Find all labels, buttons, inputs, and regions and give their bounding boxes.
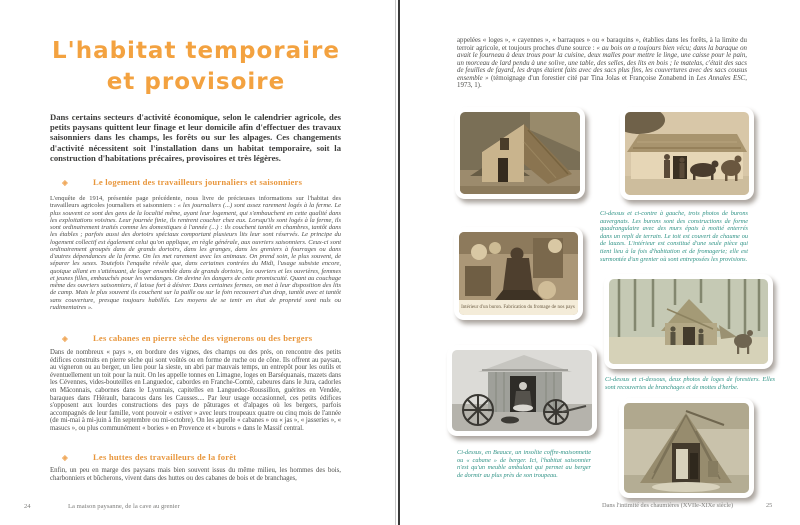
chapter-title-line1: L'habitat temporaire <box>52 38 340 64</box>
gutter-shadow <box>395 0 396 525</box>
diamond-bullet-icon: ◈ <box>62 453 68 462</box>
horse-silhouette <box>734 334 752 348</box>
cheese-round <box>489 242 501 254</box>
paragraph-lead: L'enquête de 1914, présentée page précédente, nous livre de précieuses informations sur l'habitat des travailleurs agricoles journaliers et saisonniers : <box>50 195 341 210</box>
paragraph-enquete-1914 <box>50 195 341 311</box>
section-heading-text: Les cabanes en pierre sèche des vignerons ou des bergers <box>93 333 313 343</box>
buron-interior-illustration <box>459 232 578 315</box>
person-silhouette <box>699 334 704 345</box>
foreground-haze <box>652 482 720 492</box>
right-page <box>400 0 800 525</box>
person-silhouette <box>664 160 670 178</box>
chapter-intro: Dans certains secteurs d'activité économique, selon le calendrier agricole, des petits paysans quittent leur finage et leur domicile afin d'effectuer des travaux saisonniers dans les champs, les forêts ou sur les alpages. Ces changements d'activité nécessitent soit l'installation dans un habitat temporaire, soit la construction d'habitations précaires, provisoires et très légères. <box>50 112 341 163</box>
photo-buron-interior <box>454 227 583 320</box>
person-silhouette <box>671 332 676 345</box>
page-number-right: 25 <box>766 502 773 509</box>
page-number-left: 24 <box>24 503 31 510</box>
inner-light <box>676 449 688 479</box>
caption-loges: Ci-dessus et ci-dessous, deux photos de loges de forestiers. Elles sont recouvertes de branchages et de mottes d'herbe. <box>605 376 775 391</box>
person-body <box>503 258 533 290</box>
cheese-round <box>471 244 487 260</box>
photo-cabane-berger-roues <box>447 345 597 436</box>
photo-loge-forestiers-1 <box>604 274 773 369</box>
paragraph-quote: « les journaliers (...) sont assez rarement logés à la ferme. Le plus souvent ce sont des gens de la localité même, ayant leur logement, qui s'embauchent en cette qualité dans les exploitations voisines. Leur journée finie, ils rentrent coucher chez eux. Lorsqu'ils sont logés à la ferme, ils sont ordinairement traités comme les domestiques à l'année (...) : ils couchent tantôt en chambres, tantôt dans les étables ; parfois aussi des dortoirs spéciaux comportant plusieurs lits leur sont réservés. Le principe du logement collectif est également celui qu'on applique, en règle générale, aux ouvriers saisonniers. Ceux-ci sont ordinairement groupés dans de grands dortoirs, dans les granges, dans les greniers à fourrages ou dans d'autres dépendances de la ferme. On les met rarement avec les animaux. On prend soin, le plus souvent, de séparer les sexes. Toutefois l'enquête révèle que, dans certaines contrées du Midi, l'usage subsiste encore, quoique allant en s'atténuant, de loger ensemble dans de grands dortoirs, les ouvriers et les ouvrières, femmes et jeunes filles, embauchés pour les vendanges. On devine les dangers de cette promiscuité. Quant au couchage même des ouvriers saisonniers, il laisse fort à désirer. Dans certaines fermes, on met à leur disposition des lits de camp. Mais le plus souvent ils couchent sur la paille ou sur le foin recouvert d'un drap, tantôt avec et tantôt sans couverture, presque toujours habillés. Les moyens de se tenir en état de propreté sont nuls ou rudimentaires ». <box>50 202 341 311</box>
paragraph-forestiers <box>457 37 747 90</box>
paragraph-huttes: Enfin, un peu en marge des paysans mais bien souvent issus du même milieu, les hommes des bois, charbonniers et bûcherons, vivent dans des huttes ou des cabanes de bois et de branchages, <box>50 467 341 482</box>
photo-buron-exterior-2 <box>620 107 754 200</box>
wheeled-hut-illustration <box>452 350 592 431</box>
person-silhouette <box>680 163 685 178</box>
section-heading-cabanes <box>62 333 342 343</box>
milk-tub <box>538 281 556 299</box>
caption-burons: Ci-dessus et ci-contre à gauche, trois photos de burons auvergnats. Les burons sont des constructions de forme quadrangulaire avec des murs épais à moitié enterrés dans un repli de terrain. Le toit est couvert de chaume ou de lauzes. L'intérieur est constitué d'une seule pièce qui tient lieu à la fois d'habitation et de fromagerie; elle est surmontée d'un grenier où sont entreposées les provisions. <box>600 210 748 263</box>
chapter-title <box>50 36 342 98</box>
section-heading-logement <box>62 177 342 187</box>
paragraph-citation: (témoignage d'un forestier cité par Tina Jolas et Françoise Zonabend in <box>488 74 697 82</box>
section-heading-text: Les huttes des travailleurs de la forêt <box>93 452 237 462</box>
running-title-left: La maison paysanne, de la cave au grenier <box>68 503 180 510</box>
forest-hut-illustration <box>609 279 768 364</box>
hut-window <box>500 138 509 150</box>
press-table <box>465 266 491 296</box>
paragraph-cabanes: Dans de nombreux « pays », en bordure des vignes, des champs ou des prés, on rencontre des petits édifices construits en pierre sèche qui sont voûtés ou en forme de ruche ou de cône. Ils offrent au paysan, au vigneron ou au berger, un lieu pour la sieste, un abri par mauvais temps, un entrepôt pour les outils et éventuellement un toit pour la nuit. On les appelle tonnes en Limagne, loges en Barséquanais, mazets dans les Cévennes, vides-bouteilles en Languedoc, cabordes en Franche-Comté, cabeures dans le Jura, cadorles en Mâconnais, cabornes dans le Lyonnais, capitelles en Languedoc-Roussillon, guérites en Vendée, baraques dans l'Hérault, baracous dans les Causses.... Par leur usage occasionnel, ces petits édifices s'opposent aux lourdes constructions des pays de pâturages et d'alpages où les bergers, parfois accompagnés de leur famille, vont pouvoir « estiver » avec leurs troupeaux quatre ou cinq mois de l'année (de mi-mai à mi-juin à fin septembre ou mi-octobre). On les appelle « cabanes » ou « jas », « jasseries », « masucs », ou plus communément « bories » en Provence et « burons » dans le Massif central. <box>50 349 341 432</box>
photo-buron-exterior-1 <box>455 107 585 199</box>
left-page <box>0 0 395 525</box>
paragraph-citation-end: , 1973, 1). <box>457 74 747 89</box>
hut-door <box>683 327 695 345</box>
diamond-bullet-icon: ◈ <box>62 334 68 343</box>
hut-thatch-roof <box>627 134 747 152</box>
paragraph-quote: « au bois on a toujours bien vécu; dans la baraque on avait le fourneau à deux trous pour la cuisine, deux malles pour mettre le linge, une caisse pour le pain, un morceau de lard pendu à une solive, une table, des selles, des lits en bois ; le matelas, c'était des sacs de feuilles de fayard, les draps étaient faits avec des sacs plus fins, les couvertures avec des sacs cousus ensemble » <box>457 44 747 82</box>
branch-hut-illustration <box>624 403 749 493</box>
postcard-caption-text: Intérieur d'un buron. Fabrication du fromage de nos pays <box>461 305 575 310</box>
section-heading-huttes <box>62 452 342 462</box>
buron-farm-illustration <box>625 112 749 195</box>
buron-illustration <box>460 112 580 194</box>
running-title-right: Dans l'intimité des chaumières (XVIIe-XIXe siècle) <box>602 502 734 509</box>
chapter-title-line2: et provisoire <box>106 69 286 95</box>
dog-silhouette <box>501 417 519 424</box>
shepherd-head <box>519 382 527 390</box>
hut-door <box>498 158 508 182</box>
citation-journal-title: Les Annales ESC <box>696 74 746 82</box>
section-heading-text: Le logement des travailleurs journaliers et saisonniers <box>93 177 303 187</box>
paragraph-lead: appelées « loges », « cayennes », « barraques » ou « baraquins », établies dans les forêts, à la limite du terroir agricole, et toujours proches d'une source : <box>457 37 747 52</box>
diamond-bullet-icon: ◈ <box>62 178 68 187</box>
cart-wheel <box>463 395 493 425</box>
caption-beauce: Ci-dessus, en Beauce, un insolite coffre-maisonnette ou « cabane » de berger. Ici, l'habitat saisonnier n'est qu'un meuble ambulant qui permet au berger de dormir au plus près de son troupeau. <box>457 449 591 479</box>
photo-loge-forestiers-2 <box>619 398 754 498</box>
